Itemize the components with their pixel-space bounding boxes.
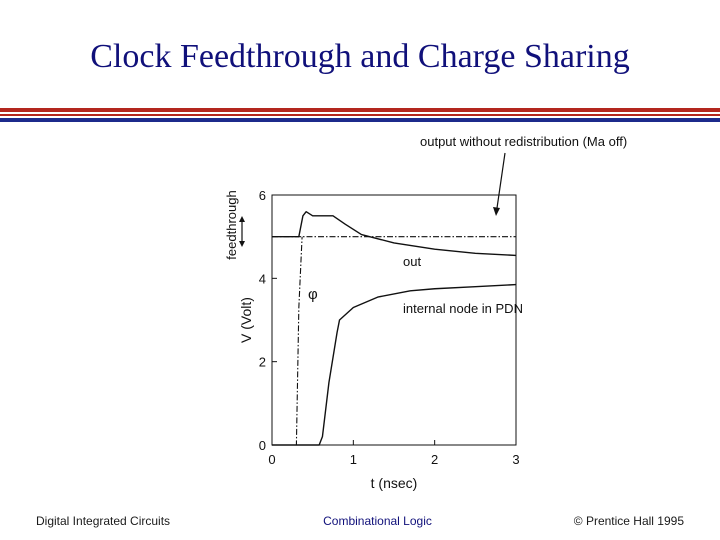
footer-right: © Prentice Hall 1995 xyxy=(573,514,684,528)
y-tick-label: 2 xyxy=(258,354,266,370)
feedthrough-label: feedthrough xyxy=(224,190,239,260)
phi-label: φ xyxy=(308,286,318,303)
y-tick-label: 0 xyxy=(258,438,266,453)
series-line- xyxy=(272,237,302,445)
y-tick-label: 4 xyxy=(258,271,266,287)
x-tick-label: 1 xyxy=(349,452,357,467)
series-line-out xyxy=(272,212,516,256)
x-tick-label: 0 xyxy=(268,452,276,467)
series-group xyxy=(272,212,516,445)
x-tick-label: 2 xyxy=(431,452,439,467)
y-tick-label: 6 xyxy=(258,188,266,203)
ticks-group xyxy=(259,188,520,467)
x-tick-label: 3 xyxy=(512,452,520,467)
footer-center: Combinational Logic xyxy=(323,514,432,528)
plot-frame xyxy=(272,195,516,445)
internal-node-label: internal node in PDN xyxy=(403,301,523,316)
annotation-arrow xyxy=(493,153,505,216)
feedthrough-double-arrow xyxy=(239,216,245,247)
slide-title: Clock Feedthrough and Charge Sharing xyxy=(90,38,630,75)
footer-left: Digital Integrated Circuits xyxy=(36,514,171,528)
out-label: out xyxy=(403,254,422,269)
x-axis-label: t (nsec) xyxy=(370,475,418,491)
annotation-top: output without redistribution (Ma off) xyxy=(420,134,628,149)
y-axis-label: V (Volt) xyxy=(238,297,254,343)
